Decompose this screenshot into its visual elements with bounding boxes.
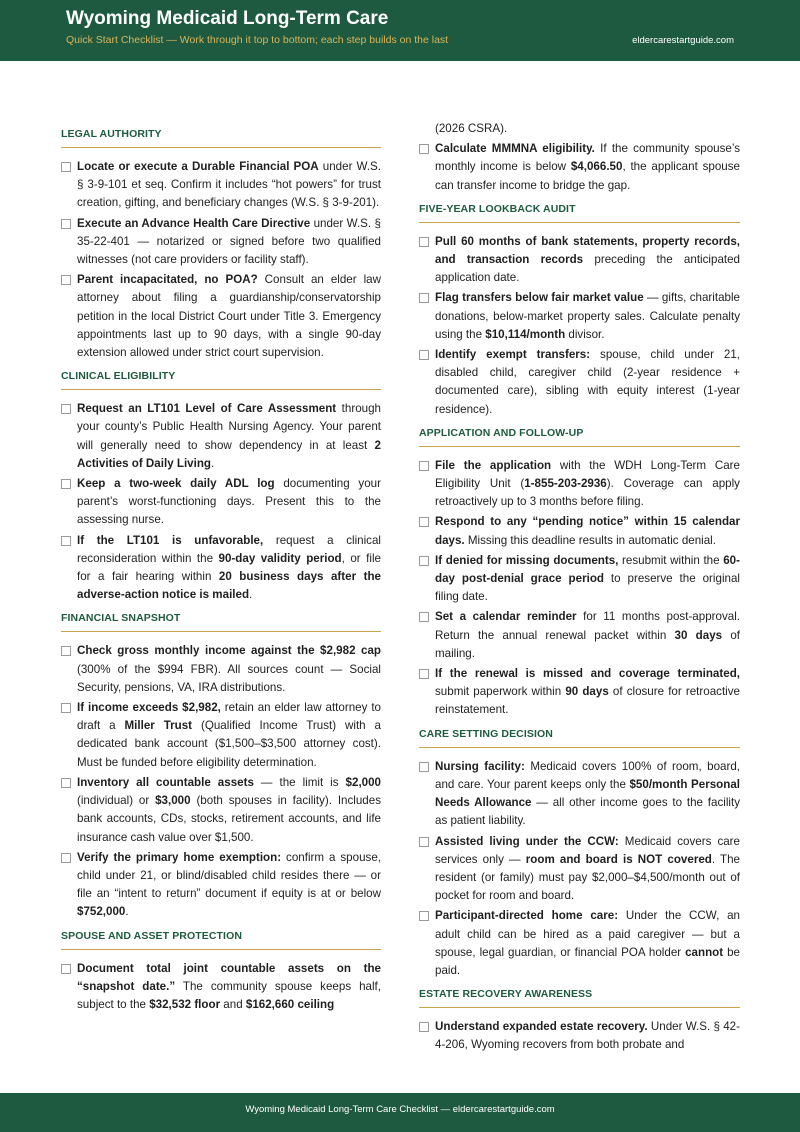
item-text: retain an elder law attorney to draft a <box>77 701 381 733</box>
checkbox-icon[interactable] <box>419 1022 429 1032</box>
item-text: spouse, child under 21, disabled child, caregiver child (2-year residence + documented care), sibling with equity interest (1-year residence). <box>435 348 740 416</box>
item-bold-text: $752,000 <box>77 905 126 919</box>
page-header <box>0 0 800 61</box>
checkbox-icon[interactable] <box>419 762 429 772</box>
item-text: — the limit is <box>253 775 346 789</box>
item-bold-text: $3,000 <box>155 794 191 808</box>
item-bold-text: Understand expanded estate recovery. <box>435 1020 648 1034</box>
item-bold-text: Calculate MMMNA eligibility. <box>435 142 595 156</box>
item-text: Medicaid covers 100% of room, board, and care. Your parent keeps only the <box>435 759 740 791</box>
item-bold-text: cannot <box>685 945 724 959</box>
item-text: with the WDH Long-Term Care Eligibility Unit ( <box>435 458 740 491</box>
item-bold-text: $2,000 <box>345 775 382 789</box>
item-bold-text: If denied for missing documents, <box>435 553 619 567</box>
checklist-item[interactable] <box>61 699 381 772</box>
item-text: confirm a spouse, child under 21, or blind/disabled child resides there — or file an “intent to return” document if equity is at or below <box>77 850 381 901</box>
page-subtitle: Quick Start Checklist — Work through it top to bottom; each step builds on the last <box>66 34 449 46</box>
item-text: of mailing. <box>435 628 740 660</box>
checkbox-icon[interactable] <box>61 404 71 414</box>
item-text: If the community spouse’s monthly income is below <box>435 142 741 174</box>
checklist-item[interactable] <box>61 475 381 530</box>
item-text: preceding the anticipated application date. <box>435 253 741 285</box>
page-footer: Wyoming Medicaid Long-Term Care Checklist — eldercarestartguide.com <box>0 1093 800 1132</box>
section-title: CLINICAL ELIGIBILITY <box>61 370 381 390</box>
item-bold-text: $162,660 ceiling <box>245 997 335 1011</box>
item-bold-text: room and board is NOT covered <box>525 852 712 866</box>
item-bold-text: $10,114/month <box>485 327 566 341</box>
checklist-item[interactable] <box>61 215 381 270</box>
checklist-item[interactable] <box>419 907 740 980</box>
item-bold-text: Respond to any “pending notice” within 15 calendar days. <box>435 515 740 547</box>
item-bold-text: Keep a two-week daily ADL log <box>77 477 275 491</box>
checklist-item[interactable] <box>61 849 381 922</box>
checklist-item[interactable] <box>419 758 740 831</box>
item-text: to preserve the original filing date. <box>435 572 740 604</box>
item-text: , or file for a fair hearing within <box>77 551 381 584</box>
checklist-item[interactable] <box>419 608 740 663</box>
item-bold-text: 1-855-203-2936 <box>524 477 607 491</box>
section-title: CARE SETTING DECISION <box>419 728 740 748</box>
item-bold-text: $4,066.50 <box>570 160 623 174</box>
section-title: SPOUSE AND ASSET PROTECTION <box>61 930 381 950</box>
item-bold-text: Locate or execute a Durable Financial POA <box>77 160 319 173</box>
item-text: . <box>249 588 253 602</box>
item-bold-text: Miller Trust <box>124 719 193 733</box>
item-text: . The resident (or family) must pay $2,000–$4,500/month out of pocket for room and board. <box>435 852 740 903</box>
item-text: . <box>211 456 215 470</box>
checklist-section <box>61 930 381 1015</box>
checkbox-icon[interactable] <box>419 144 429 154</box>
item-bold-text: 60-day post-denial grace period <box>435 553 740 586</box>
item-text: through your county’s Public Health Nursing Agency. Your parent will generally need to show dependency in at least <box>77 402 381 452</box>
section-title: FINANCIAL SNAPSHOT <box>61 612 381 632</box>
item-text: , the applicant spouse can transfer income to bridge the gap. <box>435 160 740 192</box>
item-bold-text: Nursing facility: <box>435 759 525 773</box>
item-bold-text: 2 Activities of Daily Living <box>77 438 381 470</box>
item-text: Medicaid covers care services only — <box>435 834 740 866</box>
item-text: for 11 months post-approval. Return the annual renewal packet within <box>435 610 740 642</box>
item-text: of closure for retroactive reinstatement. <box>435 685 740 717</box>
item-text: (both spouses in facility). Includes bank accounts, CDs, stocks, retirement accounts, and life insurance cash value over $1,500. <box>77 794 382 844</box>
checkbox-icon[interactable] <box>419 517 429 527</box>
checkbox-icon[interactable] <box>419 461 429 471</box>
section-title: ESTATE RECOVERY AWARENESS <box>419 988 740 1008</box>
item-text: Under W.S. § 42-4-206, Wyoming recovers from both probate and <box>435 1020 740 1052</box>
checkbox-icon[interactable] <box>419 556 429 566</box>
checkbox-icon[interactable] <box>419 837 429 847</box>
checklist-section <box>419 728 740 980</box>
checklist-item[interactable] <box>61 271 381 362</box>
checklist-section <box>419 203 740 419</box>
right-column <box>419 120 740 1057</box>
item-text: divisor. <box>565 327 605 341</box>
item-bold-text: Check gross monthly income against the $2,982 cap <box>77 644 381 658</box>
checklist-section <box>61 612 381 921</box>
item-text: and <box>220 997 246 1011</box>
item-text: — all other income goes to the facility as patient liability. <box>435 796 740 828</box>
checkbox-icon[interactable] <box>61 275 71 285</box>
item-bold-text: 20 business days after the adverse-action notice is mailed <box>77 570 382 602</box>
checkbox-icon[interactable] <box>61 219 71 229</box>
checkbox-icon[interactable] <box>61 964 71 974</box>
item-bold-text: Participant-directed home care: <box>435 909 619 923</box>
item-text: be paid. <box>435 945 740 977</box>
item-text: documenting your parent’s worst-functioning days. Present this to the assessing nurse. <box>77 477 381 527</box>
item-text: request a clinical reconsideration within the <box>77 533 381 565</box>
site-link[interactable]: eldercarestartguide.com <box>632 35 734 46</box>
item-bold-text: Flag transfers below fair market value <box>435 291 644 305</box>
item-bold-text: 90-day validity period <box>218 551 342 565</box>
item-bold-text: Pull 60 months of bank statements, property records, and transaction records <box>435 234 740 267</box>
page-title: Wyoming Medicaid Long-Term Care <box>66 8 389 29</box>
item-text: submit paperwork within <box>435 685 566 699</box>
item-text: (Qualified Income Trust) with a dedicated bank account ($1,500–$3,500 attorney cost). Must be funded before eligibility determination. <box>77 719 381 769</box>
item-text: The community spouse keeps half, subject to the <box>77 979 381 1011</box>
item-bold-text: Inventory all countable assets <box>77 775 254 789</box>
item-bold-text: If the renewal is missed and coverage terminated, <box>435 667 740 681</box>
checklist-item[interactable] <box>61 642 381 697</box>
item-bold-text: Verify the primary home exemption: <box>77 850 282 864</box>
left-column <box>61 120 381 1016</box>
item-text: under W.S. § 3-9-101 et seq. Confirm it includes “hot powers” for trust creation, gifting, and beneficiary changes (W.S. § 3-9-201). <box>77 160 381 210</box>
checkbox-icon[interactable] <box>61 778 71 788</box>
item-text: Under the CCW, an adult child can be hired as a paid caregiver — but a spouse, legal guardian, or financial POA holder <box>435 909 740 959</box>
checklist-section <box>419 427 740 720</box>
item-bold-text: Identify exempt transfers: <box>435 348 591 362</box>
checklist-item[interactable] <box>419 513 740 549</box>
checklist-item[interactable] <box>61 532 381 605</box>
checkbox-icon[interactable] <box>419 911 429 921</box>
checkbox-icon[interactable] <box>61 853 71 863</box>
checklist-section <box>61 370 381 604</box>
checkbox-icon[interactable] <box>61 646 71 656</box>
checklist-item[interactable] <box>419 665 740 720</box>
item-bold-text: Execute an Advance Health Care Directive <box>77 216 311 230</box>
checklist-item[interactable] <box>419 552 740 607</box>
item-bold-text: If the LT101 is unfavorable, <box>77 533 264 547</box>
checklist-item[interactable] <box>419 346 740 419</box>
item-text: resubmit within the <box>618 553 724 567</box>
checklist-item[interactable] <box>61 774 381 847</box>
item-bold-text: File the application <box>435 458 552 472</box>
checkbox-icon[interactable] <box>61 703 71 713</box>
continued-text: (2026 CSRA). <box>435 122 508 135</box>
item-text: . <box>125 905 129 919</box>
checklist-item[interactable] <box>419 833 740 906</box>
item-bold-text: Parent incapacitated, no POA? <box>77 273 258 287</box>
checkbox-icon[interactable] <box>419 237 429 247</box>
checkbox-icon[interactable] <box>61 479 71 489</box>
checklist-item[interactable] <box>419 233 740 288</box>
checklist-item[interactable] <box>419 140 740 195</box>
section-title: FIVE-YEAR LOOKBACK AUDIT <box>419 203 740 223</box>
item-text: — gifts, charitable donations, below-market property sales. Calculate penalty using the <box>435 291 741 341</box>
section-title: APPLICATION AND FOLLOW-UP <box>419 427 740 447</box>
checklist-item[interactable] <box>61 158 381 213</box>
item-bold-text: 30 days <box>674 628 723 642</box>
checklist-section <box>61 128 381 362</box>
checklist-item[interactable] <box>61 400 381 473</box>
item-text: Consult an elder law attorney about filing a guardianship/conservatorship petition in the local District Court under Title 3. Emergency appointments last up to 90 days, with a single 90-day extension allowed under strict court supervision. <box>77 273 381 360</box>
section-title: LEGAL AUTHORITY <box>61 128 381 148</box>
checkbox-icon[interactable] <box>419 612 429 622</box>
checkbox-icon[interactable] <box>419 293 429 303</box>
item-bold-text: If income exceeds $2,982, <box>77 701 221 715</box>
checklist-item[interactable] <box>419 289 740 344</box>
checkbox-icon[interactable] <box>419 669 429 679</box>
item-bold-text: 90 days <box>565 685 609 699</box>
item-bold-text: $32,532 floor <box>149 997 221 1011</box>
checklist-item[interactable] <box>419 457 740 512</box>
item-text: ). Coverage can apply retroactively up to 3 months before filing. <box>435 477 740 509</box>
item-bold-text: Document total joint countable assets on the “snapshot date.” <box>77 961 381 993</box>
item-bold-text: Request an LT101 Level of Care Assessment <box>77 402 337 416</box>
checkbox-icon[interactable] <box>61 536 71 546</box>
item-bold-text: Set a calendar reminder <box>435 610 577 624</box>
item-text: under W.S. § 35-22-401 — notarized or signed before two qualified witnesses (not care providers or facility staff). <box>77 216 381 267</box>
checklist-item[interactable] <box>61 960 381 1015</box>
item-bold-text: $50/month Personal Needs Allowance <box>435 777 741 810</box>
checklist-section <box>419 988 740 1054</box>
checkbox-icon[interactable] <box>419 350 429 360</box>
checklist-item[interactable] <box>419 1018 740 1054</box>
item-bold-text: Assisted living under the CCW: <box>435 834 619 848</box>
item-text: (individual) or <box>77 794 156 808</box>
item-text: Missing this deadline results in automatic denial. <box>464 533 716 547</box>
checkbox-icon[interactable] <box>61 162 71 172</box>
item-text: (300% of the $994 FBR). All sources count — Social Security, pensions, VA, IRA distributions. <box>77 662 381 694</box>
